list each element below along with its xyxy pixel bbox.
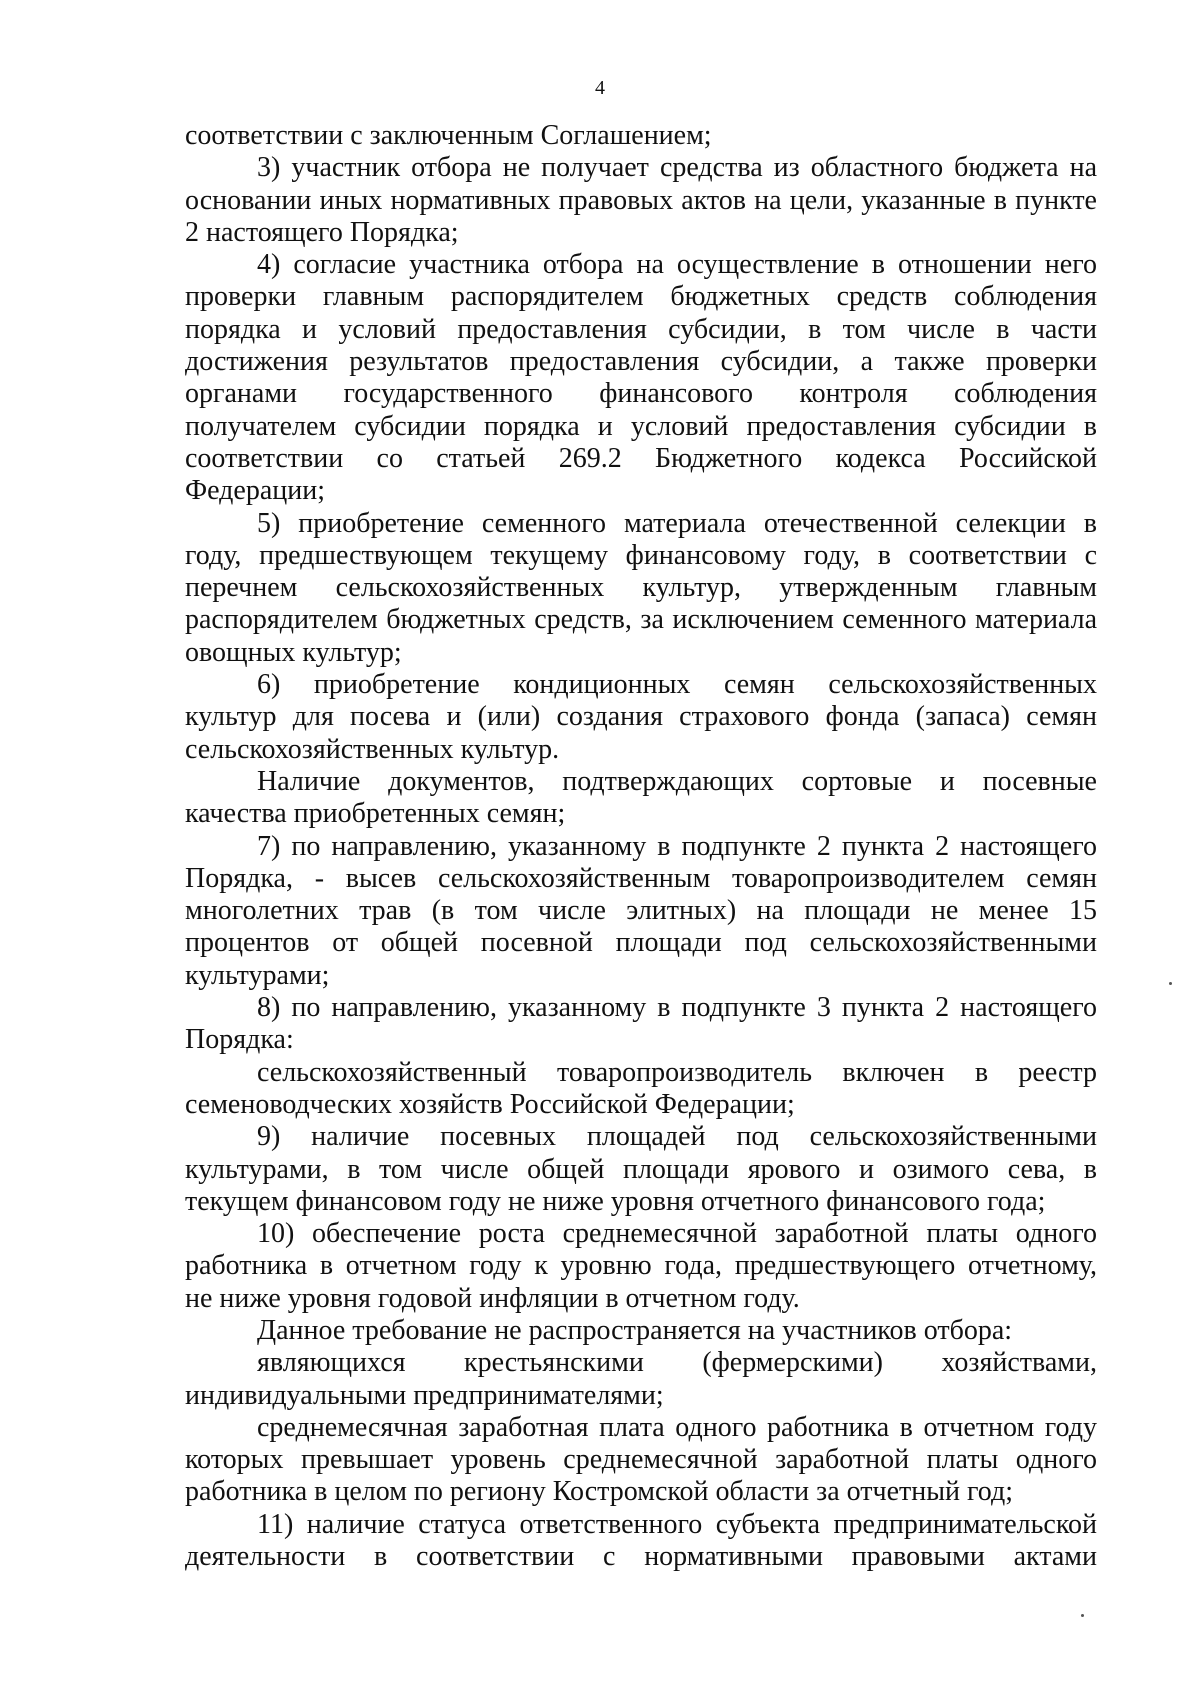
text-line: проверки главным распорядителем бюджетных средств соблюдения [185,281,1097,313]
text-line: Порядка, - высев сельскохозяйственным товаропроизводителем семян [185,862,1097,894]
text-line: среднемесячная заработная плата одного работника в отчетном году [257,1411,1097,1443]
text-line: семеноводческих хозяйств Российской Федерации; [185,1088,795,1120]
text-line: 8) по направлению, указанному в подпункте 3 пункта 2 настоящего [257,992,1097,1024]
text-line: получателем субсидии порядка и условий предоставления субсидии в [185,410,1097,442]
text-line: которых превышает уровень среднемесячной заработной платы одного [185,1444,1097,1476]
text-line: году, предшествующем текущему финансовому году, в соответствии с [185,539,1097,571]
text-line: 6) приобретение кондиционных семян сельскохозяйственных [257,669,1097,701]
text-line: Федерации; [185,475,326,507]
text-line: 2 настоящего Порядка; [185,216,459,248]
text-line: культурами; [185,959,330,991]
text-line: 4) согласие участника отбора на осуществление в отношении него [257,249,1097,281]
scan-speck [1169,982,1172,985]
text-line: 7) по направлению, указанному в подпункте 2 пункта 2 настоящего [257,830,1097,862]
document-body [185,120,1097,1573]
text-line: деятельности в соответствии с нормативными правовыми актами [185,1541,1097,1573]
text-line: 3) участник отбора не получает средства из областного бюджета на [257,152,1097,184]
page-number: 4 [595,77,605,99]
text-line: текущем финансовом году не ниже уровня отчетного финансового года; [185,1185,1046,1217]
text-line: индивидуальными предпринимателями; [185,1379,664,1411]
text-line: порядка и условий предоставления субсидии, в том числе в части [185,313,1097,345]
text-line: основании иных нормативных правовых актов на цели, указанные в пункте [185,184,1097,216]
text-line: Данное требование не распространяется на участников отбора: [257,1314,1013,1346]
text-line: многолетних трав (в том числе элитных) на площади не менее 15 [185,895,1097,927]
text-line: распорядителем бюджетных средств, за исключением семенного материала [185,604,1097,636]
text-line: сельскохозяйственных культур. [185,733,560,765]
text-line: Порядка: [185,1024,294,1056]
text-line: качества приобретенных семян; [185,798,566,830]
text-line: не ниже уровня годовой инфляции в отчетном году. [185,1282,800,1314]
scan-speck [1081,1614,1084,1617]
text-line: сельскохозяйственный товаропроизводитель включен в реестр [257,1056,1097,1088]
text-line: соответствии с заключенным Соглашением; [185,120,712,151]
text-line: культурами, в том числе общей площади ярового и озимого сева, в [185,1153,1097,1185]
text-line: соответствии со статьей 269.2 Бюджетного кодекса Российской [185,442,1097,474]
text-line: органами государственного финансового контроля соблюдения [185,378,1097,410]
text-line: являющихся крестьянскими (фермерскими) хозяйствами, [257,1347,1097,1379]
text-line: 5) приобретение семенного материала отечественной селекции в [257,507,1097,539]
text-line: перечнем сельскохозяйственных культур, утвержденным главным [185,572,1097,604]
text-line: 11) наличие статуса ответственного субъекта предпринимательской [257,1508,1097,1540]
text-line: 10) обеспечение роста среднемесячной заработной платы одного [257,1218,1097,1250]
text-line: культур для посева и (или) создания страхового фонда (запаса) семян [185,701,1097,733]
text-line: процентов от общей посевной площади под сельскохозяйственными [185,927,1097,959]
text-line: достижения результатов предоставления субсидии, а также проверки [185,346,1097,378]
text-line: овощных культур; [185,636,402,668]
text-line: 9) наличие посевных площадей под сельскохозяйственными [257,1121,1097,1153]
text-line: Наличие документов, подтверждающих сортовые и посевные [257,765,1097,797]
text-line: работника в целом по региону Костромской области за отчетный год; [185,1476,1014,1508]
text-line: работника в отчетном году к уровню года, предшествующего отчетному, [185,1250,1097,1282]
